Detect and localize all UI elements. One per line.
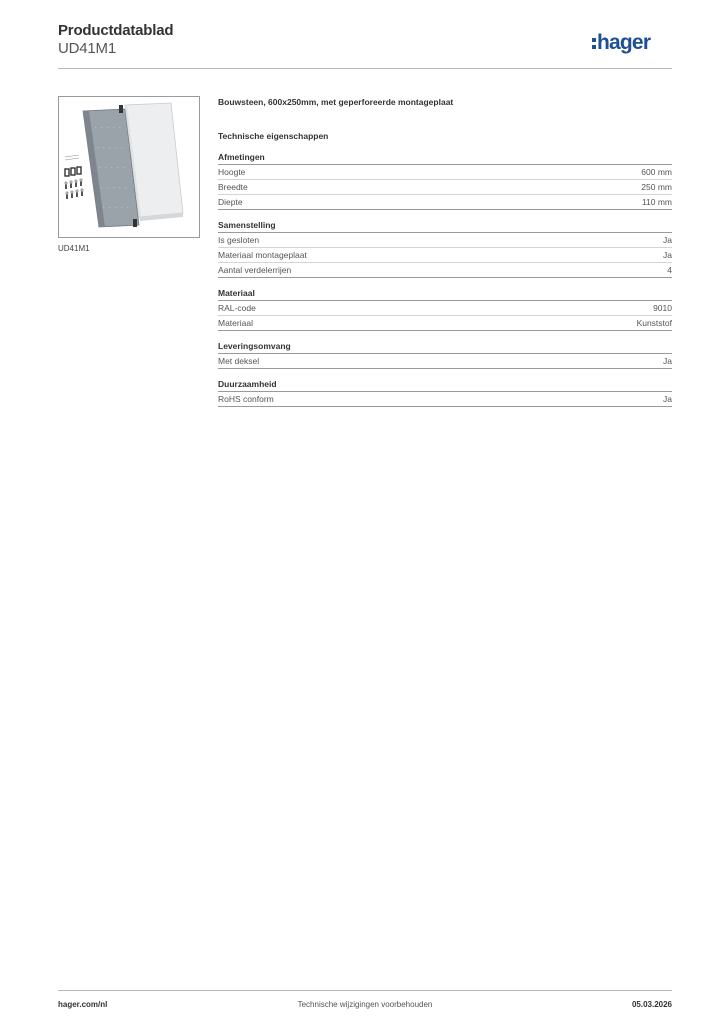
spec-row [218, 354, 672, 369]
spec-label: RoHS conform [218, 394, 274, 404]
spec-value: Ja [663, 250, 672, 260]
spec-row [218, 165, 672, 180]
spec-value: 600 mm [641, 167, 672, 177]
page-footer [58, 990, 672, 1015]
page-header [58, 20, 672, 69]
spec-row [218, 263, 672, 278]
hager-logo [592, 28, 672, 56]
spec-row [218, 301, 672, 316]
spec-row [218, 233, 672, 248]
document-title: Productdatablad [58, 22, 174, 39]
spec-label: RAL-code [218, 303, 256, 313]
footer-notice: Technische wijzigingen voorbehouden [297, 1000, 433, 1009]
spec-group-title: Duurzaamheid [218, 377, 672, 392]
specs-heading: Technische eigenschappen [218, 131, 329, 141]
spec-group-materiaal [218, 286, 672, 331]
spec-value: 4 [667, 265, 672, 275]
spec-label: Diepte [218, 197, 243, 207]
spec-value: Ja [663, 235, 672, 245]
spec-row [218, 248, 672, 263]
svg-text:hager: hager [597, 31, 651, 54]
spec-label: Materiaal [218, 318, 253, 328]
spec-group-duurzaamheid [218, 377, 672, 407]
spec-group-title: Afmetingen [218, 150, 672, 165]
spec-label: Is gesloten [218, 235, 260, 245]
product-details [218, 96, 672, 415]
spec-group-title: Materiaal [218, 286, 672, 301]
spec-value: Ja [663, 356, 672, 366]
product-code: UD41M1 [58, 40, 116, 57]
spec-row [218, 392, 672, 407]
spec-group-afmetingen [218, 150, 672, 210]
website-link[interactable]: hager.com/nl [58, 1000, 108, 1009]
spec-row [218, 180, 672, 195]
footer-date: 05.03.2026 [631, 1000, 672, 1009]
spec-group-leveringsomvang [218, 339, 672, 369]
spec-value: Kunststof [636, 318, 672, 328]
product-description: Bouwsteen, 600x250mm, met geperforeerde montageplaat [218, 97, 454, 107]
image-caption: UD41M1 [58, 244, 90, 253]
spec-label: Materiaal montageplaat [218, 250, 307, 260]
spec-value: Ja [663, 394, 672, 404]
product-image [58, 96, 200, 238]
spec-group-samenstelling [218, 218, 672, 278]
spec-row [218, 195, 672, 210]
spec-label: Met deksel [218, 356, 260, 366]
spec-group-title: Leveringsomvang [218, 339, 672, 354]
spec-group-title: Samenstelling [218, 218, 672, 233]
spec-value: 9010 [653, 303, 672, 313]
spec-value: 110 mm [641, 197, 672, 207]
spec-label: Aantal verdelerrijen [218, 265, 292, 275]
product-photo-icon [59, 97, 199, 237]
spec-label: Hoogte [218, 167, 246, 177]
spec-row [218, 316, 672, 331]
spec-value: 250 mm [641, 182, 672, 192]
spec-label: Breedte [218, 182, 248, 192]
